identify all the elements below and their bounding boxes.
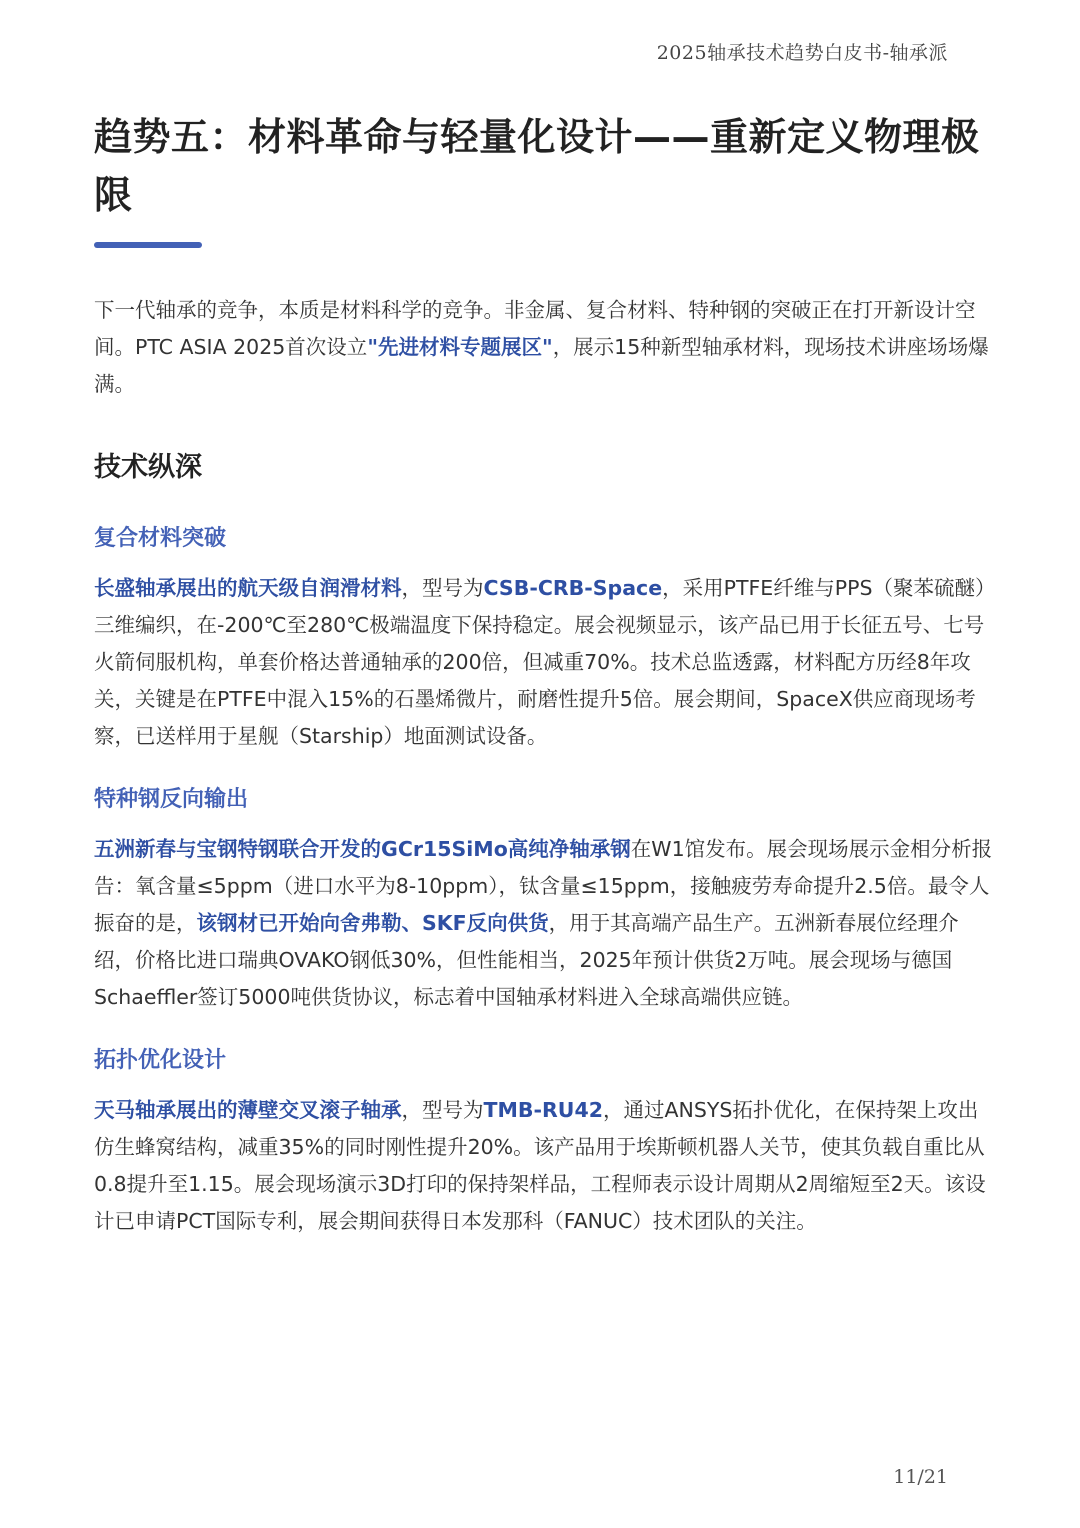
paragraph-composite bbox=[94, 570, 994, 755]
highlight-text: TMB-RU42 bbox=[483, 1098, 603, 1122]
paragraph-steel bbox=[94, 831, 994, 1016]
highlight-text: 五洲新春与宝钢特钢联合开发的GCr15SiMo高纯净轴承钢 bbox=[94, 837, 631, 861]
page-title: 趋势五：材料革命与轻量化设计——重新定义物理极限 bbox=[94, 115, 980, 217]
page-number: 11/21 bbox=[893, 1466, 948, 1488]
body-text: ，采用PTFE纤维与PPS（聚苯硫醚）三维编织，在-200℃至280℃极端温度下保持稳定。展会视频显示，该产品已用于长征五号、七号火箭伺服机构，单套价格达普通轴承的200倍，但减重70%。技术总监透露，材料配方历经8年攻关，关键是在PTFE中混入15%的石墨烯微片，耐磨性提升5倍。展会期间，SpaceX供应商现场考察，已送样用于星舰（Starship）地面测试设备。 bbox=[94, 576, 986, 748]
intro-text: 下一代轴承的竞争，本质是材料科学的竞争。非金属、复合材料、特种钢的突破正在打开新设计空间。PTC ASIA 2025首次设立 bbox=[94, 298, 976, 359]
intro-highlight: "先进材料专题展区" bbox=[367, 335, 553, 359]
running-header: 2025轴承技术趋势白皮书-轴承派 bbox=[656, 42, 948, 64]
body-text: ，通过ANSYS拓扑优化，在保持架上攻出仿生蜂窝结构，减重35%的同时刚性提升20%。该产品用于埃斯顿机器人关节，使其负载自重比从0.8提升至1.15。展会现场演示3D打印的保持架样品，工程师表示设计周期从2周缩短至2天。该设计已申请PCT国际专利，展会期间获得日本发那科（FANUC）技术团队的关注。 bbox=[94, 1098, 986, 1233]
subheading-steel: 特种钢反向输出 bbox=[94, 787, 249, 812]
subheading-topology: 拓扑优化设计 bbox=[94, 1048, 227, 1073]
title-underline bbox=[94, 242, 202, 248]
intro-paragraph bbox=[94, 292, 994, 403]
subheading-composite: 复合材料突破 bbox=[94, 526, 227, 551]
highlight-text: CSB-CRB-Space bbox=[483, 576, 663, 600]
page-content bbox=[94, 108, 994, 1240]
highlight-text: 天马轴承展出的薄壁交叉滚子轴承 bbox=[94, 1098, 402, 1122]
paragraph-topology bbox=[94, 1092, 994, 1240]
section-heading: 技术纵深 bbox=[94, 452, 202, 483]
body-text: ，型号为 bbox=[401, 1098, 484, 1122]
body-text: ，型号为 bbox=[401, 576, 484, 600]
body-text: ，用于其高端产品生产。五洲新春展位经理介绍，价格比进口瑞典OVAKO钢低30%，但性能相当，2025年预计供货2万吨。展会现场与德国Schaeffler签订5000吨供货协议，标志着中国轴承材料进入全球高端供应链。 bbox=[94, 911, 959, 1009]
highlight-text: 该钢材已开始向舍弗勒、SKF反向供货 bbox=[196, 911, 549, 935]
intro-text: ，展示15种新型轴承材料，现场技术讲座场场爆满。 bbox=[94, 335, 989, 396]
highlight-text: 长盛轴承展出的航天级自润滑材料 bbox=[94, 576, 402, 600]
body-text: 在W1馆发布。展会现场展示金相分析报告：氧含量≤5ppm（进口水平为8-10ppm），钛含量≤15ppm，接触疲劳寿命提升2.5倍。最令人振奋的是， bbox=[94, 837, 993, 935]
